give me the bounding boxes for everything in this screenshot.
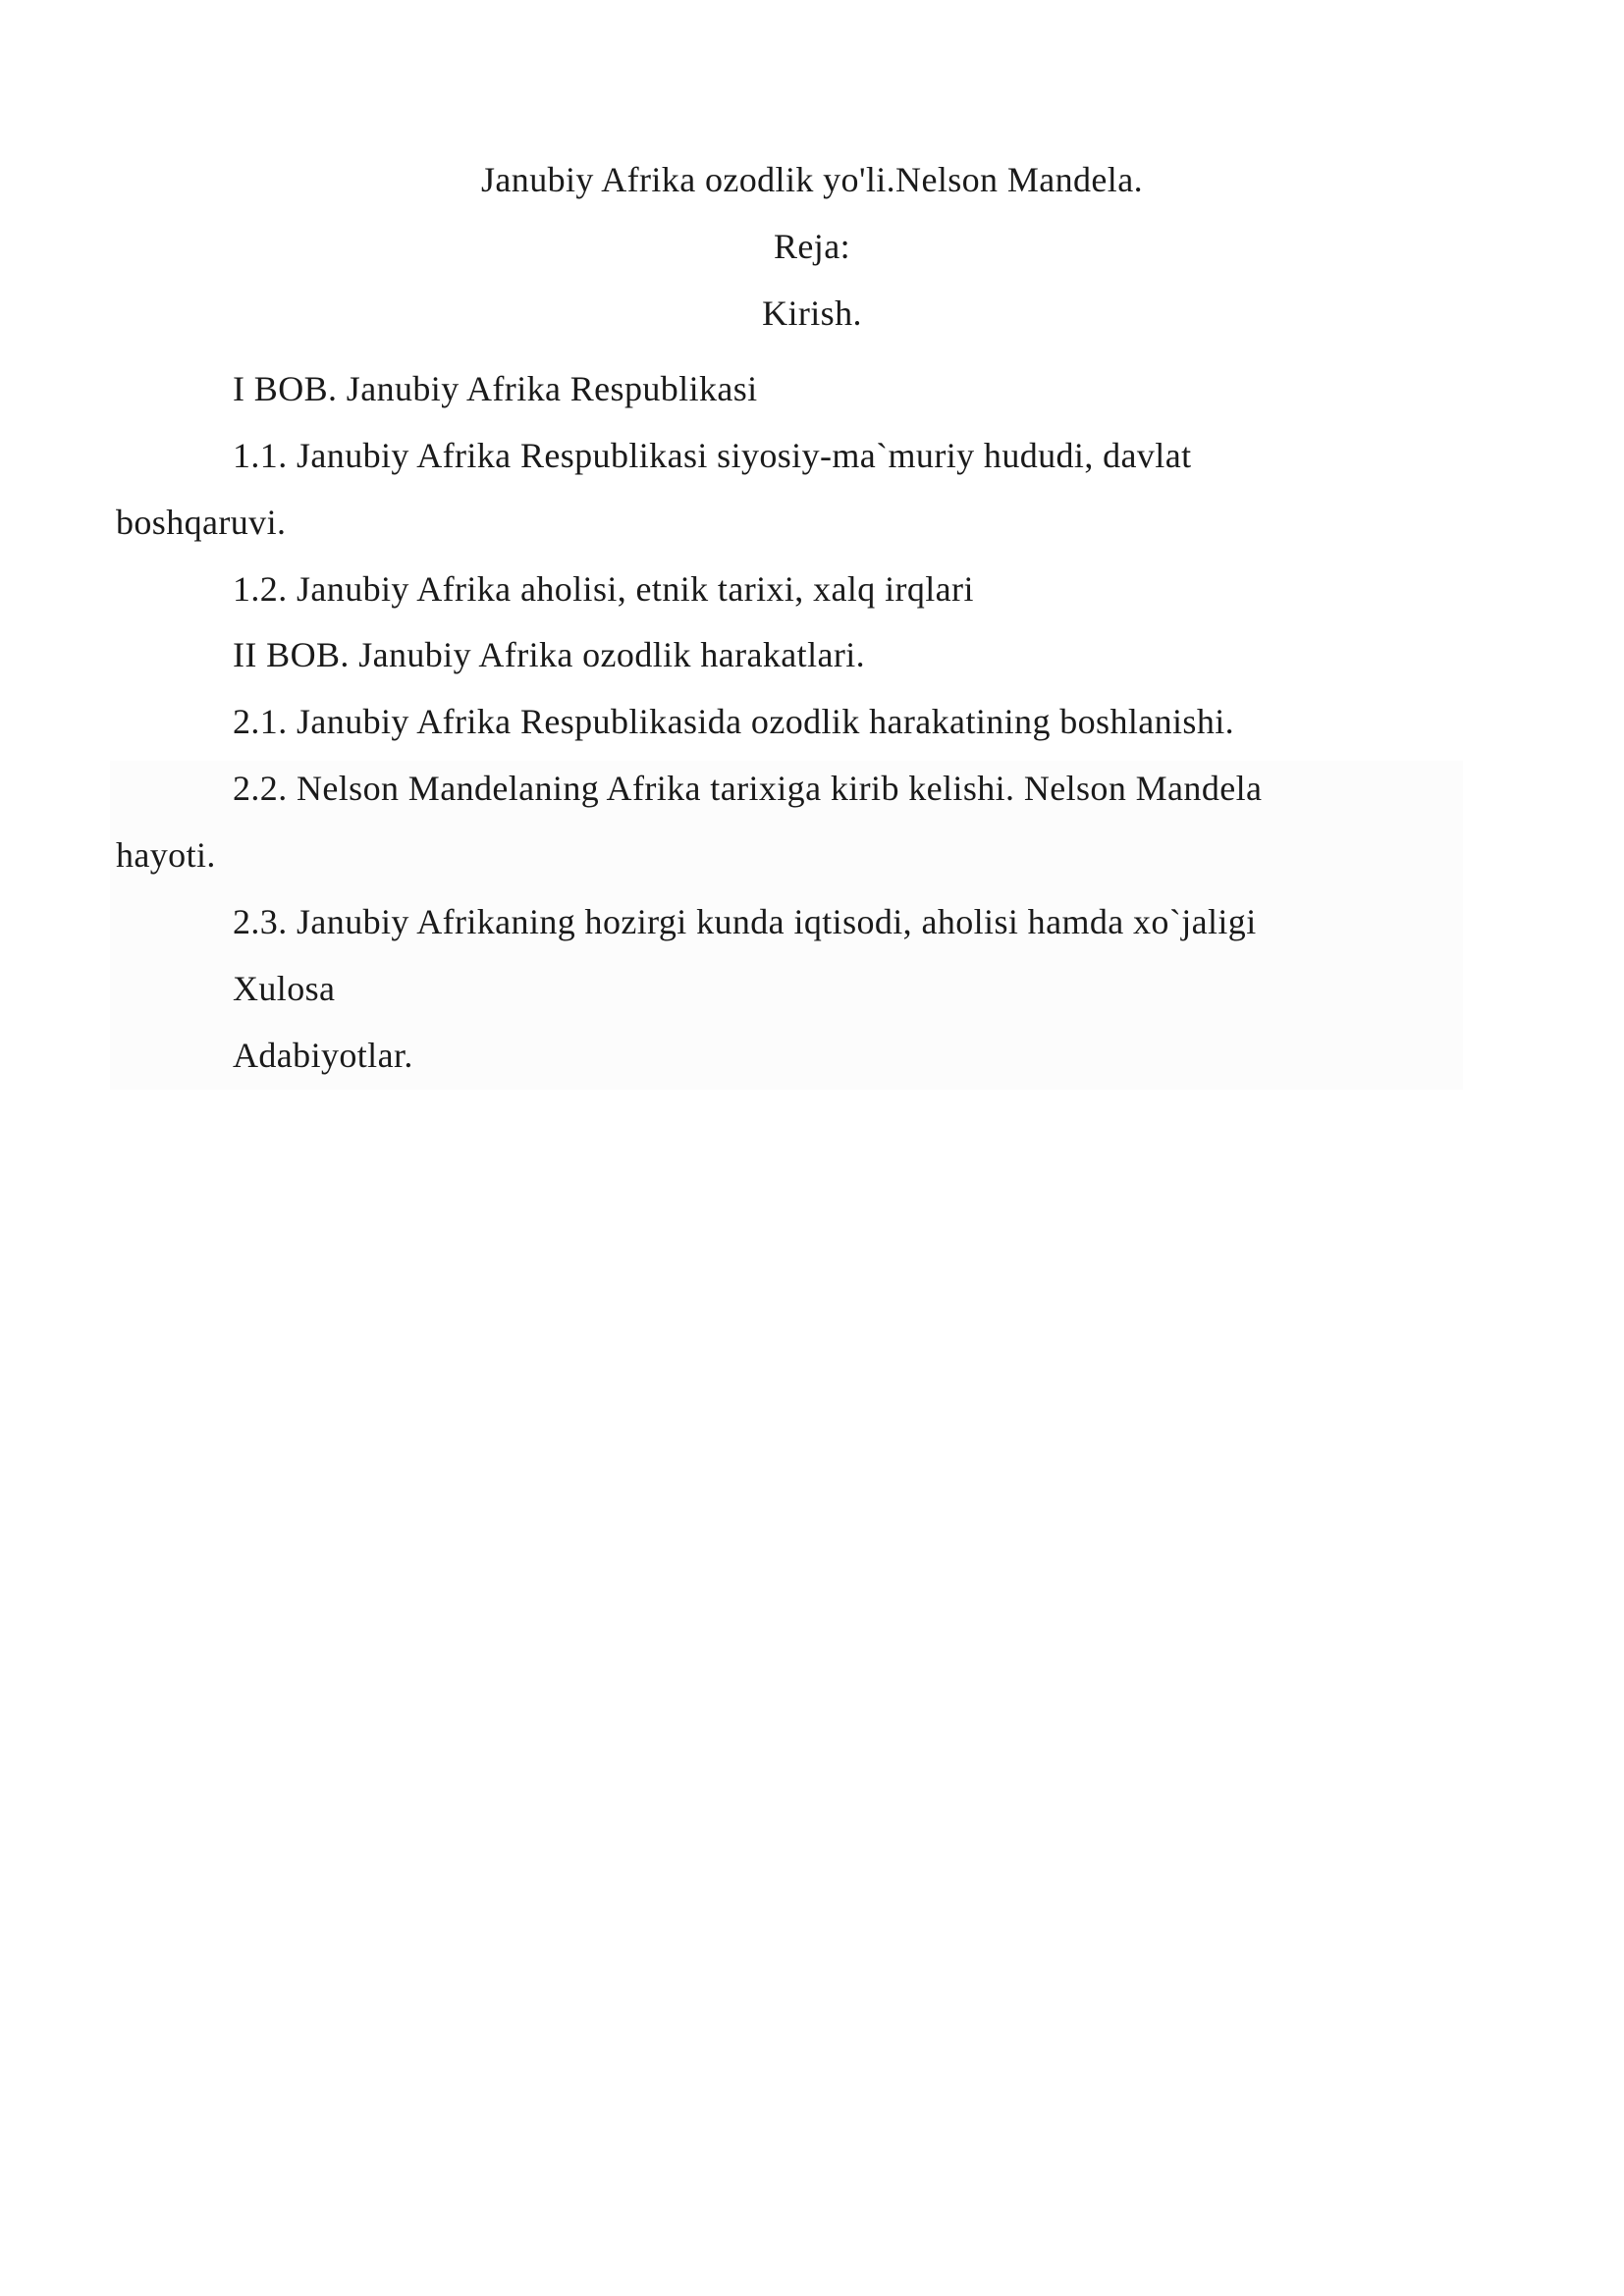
document-title: Janubiy Afrika ozodlik yo'li.Nelson Mandela. — [481, 160, 1143, 199]
section-2-1: 2.1. Janubiy Afrika Respublikasida ozodlik harakatining boshlanishi. — [233, 702, 1235, 741]
chapter-2-heading: II BOB. Janubiy Afrika ozodlik harakatlari. — [233, 635, 866, 674]
conclusion-heading: Xulosa — [233, 969, 336, 1008]
section-2-2: 2.2. Nelson Mandelaning Afrika tarixiga kirib kelishi. Nelson Mandela — [233, 769, 1263, 808]
section-1-1-continuation: boshqaruvi. — [116, 503, 287, 542]
section-1-2: 1.2. Janubiy Afrika aholisi, etnik tarixi, xalq irqlari — [233, 569, 974, 609]
references-heading: Adabiyotlar. — [233, 1036, 413, 1075]
section-2-3: 2.3. Janubiy Afrikaning hozirgi kunda iqtisodi, aholisi hamda xo`jaligi — [233, 902, 1257, 941]
intro-heading: Kirish. — [762, 294, 862, 333]
section-2-2-continuation: hayoti. — [116, 835, 216, 875]
section-1-1: 1.1. Janubiy Afrika Respublikasi siyosiy-ma`muriy hududi, davlat — [233, 436, 1192, 475]
chapter-1-heading: I BOB. Janubiy Afrika Respublikasi — [233, 369, 758, 408]
plan-heading: Reja: — [774, 227, 850, 266]
